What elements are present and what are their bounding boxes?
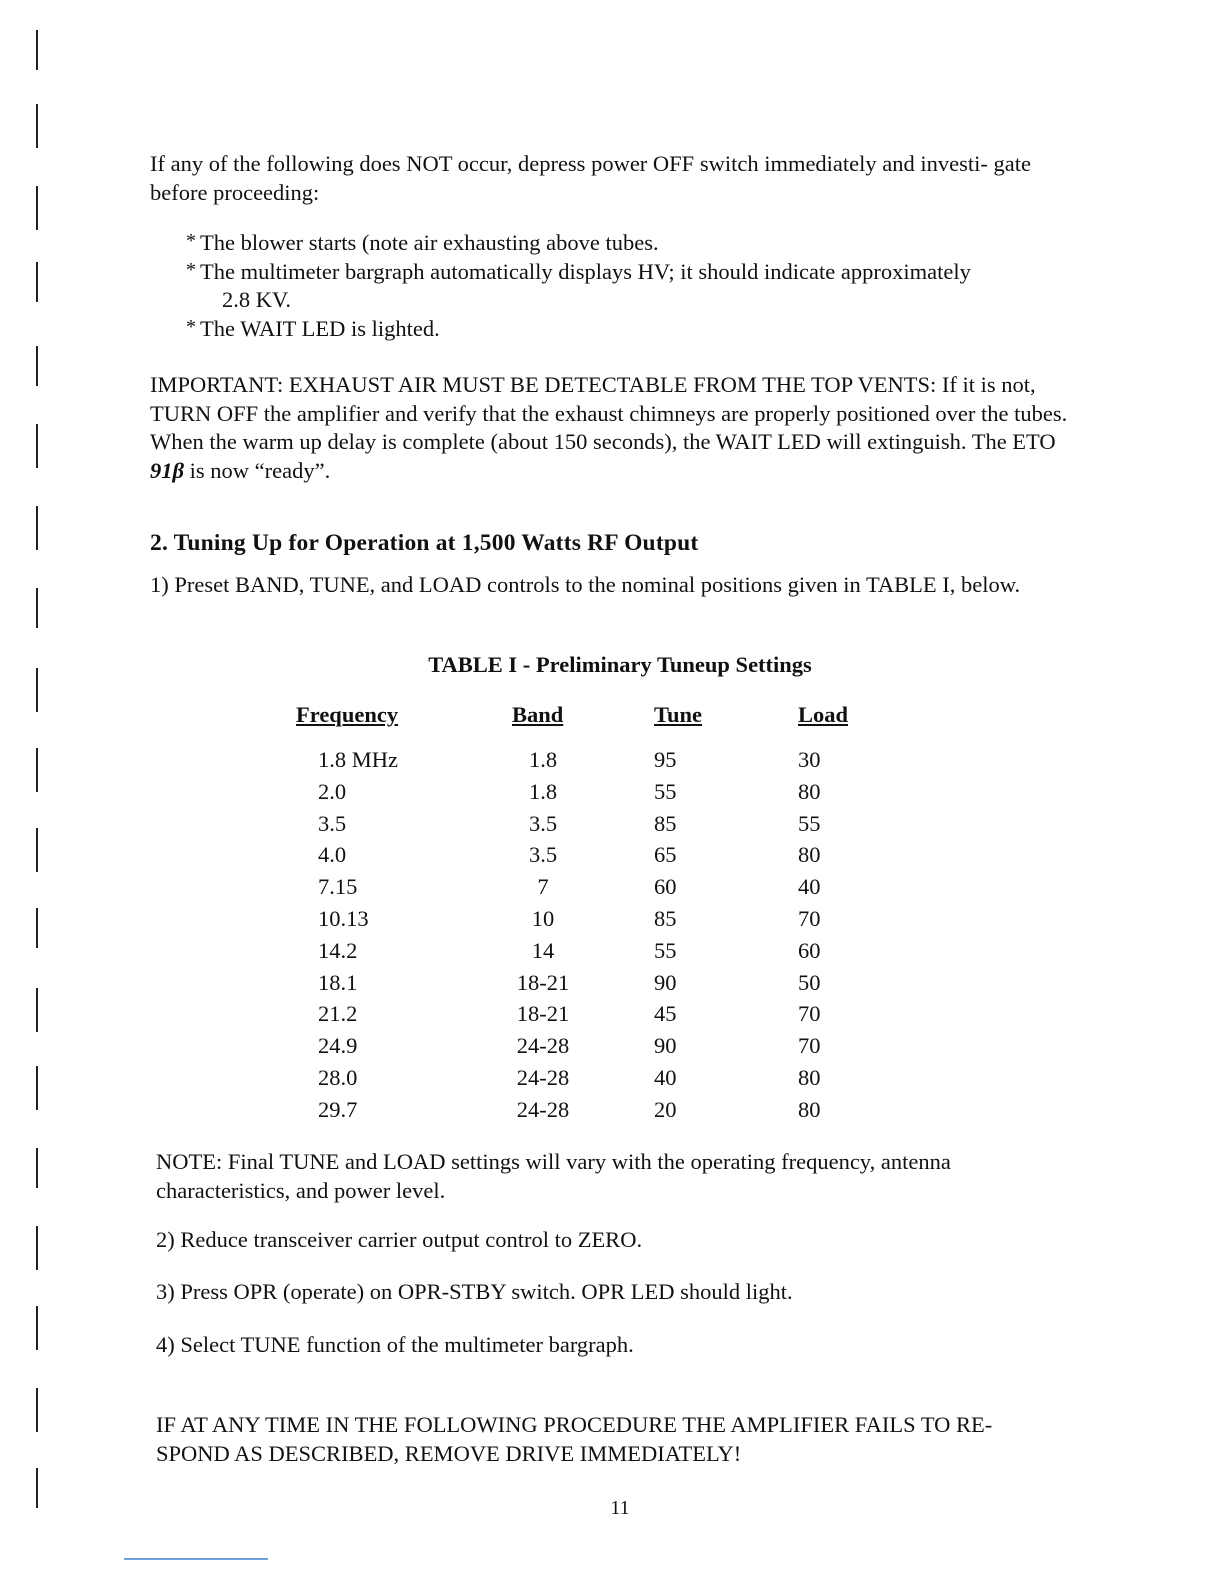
cell-load: 80 <box>798 842 821 868</box>
step-4: 4) Select TUNE function of the multimeter bargraph. <box>156 1332 634 1357</box>
cell-frequency: 28.0 <box>318 1065 358 1090</box>
edge-mark <box>36 104 38 148</box>
edge-mark <box>36 588 38 628</box>
list-item-continuation: 2.8 KV. <box>222 287 291 312</box>
edge-mark <box>36 424 38 468</box>
edge-mark <box>36 30 38 70</box>
cell-band: 1.8 <box>528 778 558 804</box>
page-number: 11 <box>610 1497 630 1519</box>
edge-mark <box>36 1066 38 1110</box>
cell-load: 70 <box>798 1033 821 1059</box>
cell-frequency: 18.1 <box>318 969 358 995</box>
column-header-tune: Tune <box>654 702 702 727</box>
cell-tune: 55 <box>654 937 677 963</box>
edge-mark <box>36 1226 38 1270</box>
cell-load: 50 <box>798 969 821 995</box>
cell-band: 18-21 <box>516 969 570 995</box>
step-3: 3) Press OPR (operate) on OPR-STBY switch. OPR LED should light. <box>156 1279 793 1304</box>
edge-mark <box>36 1468 38 1508</box>
cell-frequency: 7.15 <box>318 874 358 900</box>
important-paragraph <box>150 371 1070 485</box>
intro-paragraph: If any of the following does NOT occur, depress power OFF switch immediately and investi- gate before proceeding: <box>150 151 1031 205</box>
cell-tune: 55 <box>654 778 677 804</box>
cell-frequency: 14.2 <box>318 937 358 963</box>
cell-band: 3.5 <box>528 810 558 836</box>
cell-band: 24-28 <box>516 1096 570 1122</box>
model-designation: 91β <box>150 457 185 483</box>
edge-mark <box>36 1306 38 1350</box>
column-header-frequency: Frequency <box>296 702 399 727</box>
cell-frequency: 3.5 <box>318 810 347 836</box>
list-item-text: The WAIT LED is lighted. <box>200 315 440 341</box>
cell-load: 80 <box>798 778 821 804</box>
edge-mark <box>36 186 38 230</box>
edge-mark <box>36 506 38 550</box>
cell-load: 70 <box>798 906 821 931</box>
cell-band: 18-21 <box>516 1001 570 1027</box>
cell-tune: 90 <box>654 1033 677 1059</box>
cell-tune: 85 <box>654 810 677 836</box>
list-item <box>186 229 1086 258</box>
binding-edge-marks <box>0 0 60 1584</box>
edge-mark <box>36 346 38 386</box>
edge-mark <box>36 1148 38 1188</box>
cell-tune: 40 <box>654 1065 677 1090</box>
cell-band: 3.5 <box>528 842 558 868</box>
cell-tune: 60 <box>654 874 677 900</box>
step-2: 2) Reduce transceiver carrier output control to ZERO. <box>156 1227 643 1252</box>
cell-band: 24-28 <box>516 1033 570 1059</box>
step-1: 1) Preset BAND, TUNE, and LOAD controls to the nominal positions given in TABLE I, below. <box>150 572 1021 597</box>
cell-load: 40 <box>798 874 821 900</box>
cell-frequency: 29.7 <box>318 1096 358 1122</box>
cell-frequency: 10.13 <box>318 906 369 931</box>
cell-band: 1.8 <box>528 747 558 772</box>
column-header-load: Load <box>798 702 849 727</box>
cell-tune: 85 <box>654 906 677 931</box>
important-text-end: is now “ready”. <box>184 457 331 483</box>
edge-mark <box>36 748 38 792</box>
cell-load: 80 <box>798 1065 821 1090</box>
cell-load: 55 <box>798 810 821 836</box>
cell-tune: 65 <box>654 842 677 868</box>
table-title: TABLE I - Preliminary Tuneup Settings <box>428 652 812 677</box>
cell-band: 14 <box>531 937 555 963</box>
edge-mark <box>36 988 38 1032</box>
note-paragraph: NOTE: Final TUNE and LOAD settings will vary with the operating frequency, antenna characteristics, and power level. <box>156 1149 951 1203</box>
column-header-band: Band <box>512 702 564 727</box>
startup-checklist <box>186 229 1086 343</box>
warning-paragraph: IF AT ANY TIME IN THE FOLLOWING PROCEDURE THE AMPLIFIER FAILS TO RE- SPOND AS DESCRIBED, REMOVE DRIVE IMMEDIATELY! <box>156 1412 993 1466</box>
cell-load: 60 <box>798 937 821 963</box>
list-item <box>186 258 1086 315</box>
cell-load: 80 <box>798 1096 821 1122</box>
section-heading: 2. Tuning Up for Operation at 1,500 Watts RF Output <box>150 530 699 556</box>
cell-load: 70 <box>798 1001 821 1027</box>
edge-mark <box>36 668 38 712</box>
cell-tune: 95 <box>654 747 677 772</box>
cell-band: 7 <box>537 874 549 900</box>
list-item-text: The multimeter bargraph automatically displays HV; it should indicate approximately <box>200 258 971 284</box>
cell-band: 10 <box>531 906 555 931</box>
edge-mark <box>36 1388 38 1432</box>
edge-mark <box>36 828 38 872</box>
cell-tune: 90 <box>654 969 677 995</box>
important-text: IMPORTANT: EXHAUST AIR MUST BE DETECTABLE FROM THE TOP VENTS: If it is not, TURN OFF the amplifier and verify that the exhaust chimneys are properly positioned over the tubes. When the warm up delay is complete (about 150 seconds), the WAIT LED will extinguish. The ETO <box>150 372 1068 454</box>
cell-tune: 20 <box>654 1096 677 1122</box>
cell-frequency: 21.2 <box>318 1001 358 1027</box>
cell-load: 30 <box>798 747 821 772</box>
cell-tune: 45 <box>654 1001 677 1027</box>
cell-frequency: 24.9 <box>318 1033 358 1059</box>
cell-frequency: 1.8 MHz <box>318 747 398 772</box>
cell-band: 24-28 <box>516 1065 570 1090</box>
footer-rule <box>124 1558 268 1560</box>
list-item <box>186 315 1086 344</box>
cell-frequency: 2.0 <box>318 778 347 804</box>
list-item-text: The blower starts (note air exhausting above tubes. <box>200 230 659 255</box>
edge-mark <box>36 262 38 302</box>
edge-mark <box>36 908 38 948</box>
cell-frequency: 4.0 <box>318 842 347 868</box>
